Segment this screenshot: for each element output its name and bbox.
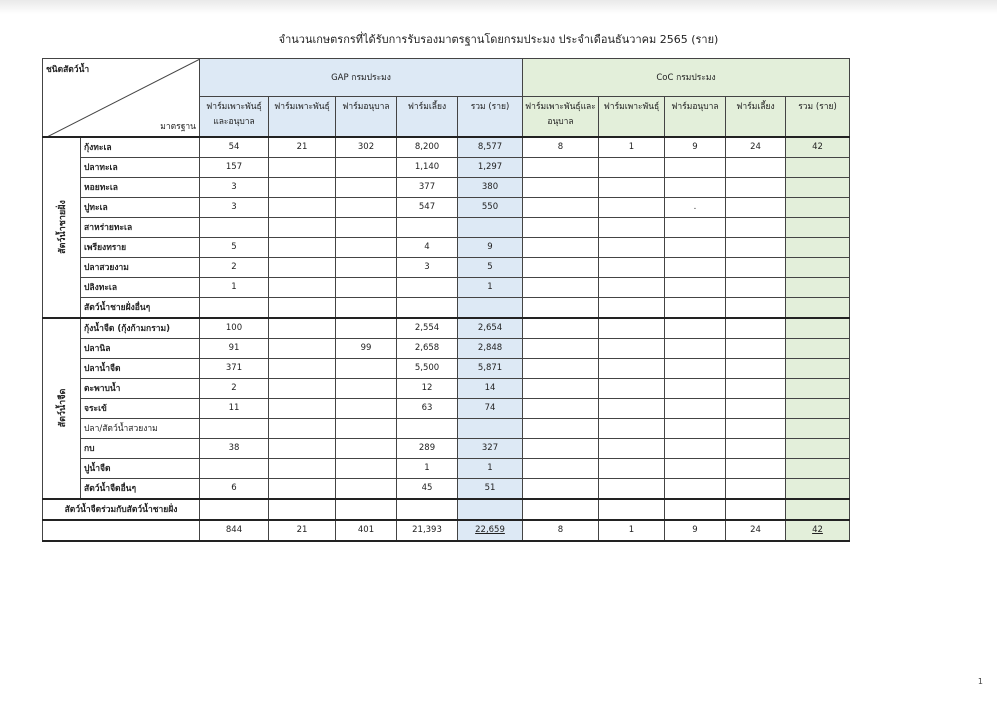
coc-value-cell: . — [665, 197, 726, 217]
coc-value-cell: 8 — [523, 520, 599, 541]
gap-total-cell: 5,871 — [458, 358, 523, 378]
coc-value-cell — [599, 277, 665, 297]
coc-value-cell — [523, 358, 599, 378]
gap-value-cell: 91 — [200, 338, 269, 358]
gap-value-cell — [269, 398, 336, 418]
coc-value-cell — [523, 157, 599, 177]
gap-value-cell: 377 — [397, 177, 458, 197]
combined-row-label: สัตว์น้ำจืดร่วมกับสัตว์น้ำชายฝั่ง — [43, 499, 200, 520]
species-name: ปลานิล — [81, 338, 200, 358]
gap-value-cell — [336, 418, 397, 438]
gap-value-cell — [269, 378, 336, 398]
gap-value-cell — [336, 378, 397, 398]
coc-value-cell: 24 — [726, 137, 786, 158]
gap-value-cell — [336, 318, 397, 339]
table-row — [43, 177, 850, 197]
gap-value-cell: 11 — [200, 398, 269, 418]
gap-value-cell — [336, 499, 397, 520]
gap-total-cell: 51 — [458, 478, 523, 499]
species-name: กบ — [81, 438, 200, 458]
gap-value-cell: 3 — [200, 197, 269, 217]
gap-total-cell: 8,577 — [458, 137, 523, 158]
coc-value-cell — [599, 318, 665, 339]
gap-value-cell: 844 — [200, 520, 269, 541]
coc-value-cell — [726, 197, 786, 217]
gap-total-cell: 1,297 — [458, 157, 523, 177]
header-corner-cell — [43, 59, 200, 137]
gap-value-cell — [269, 197, 336, 217]
gap-value-cell — [269, 297, 336, 318]
gap-value-cell — [336, 297, 397, 318]
coc-value-cell — [599, 217, 665, 237]
species-name: ปลาสวยงาม — [81, 257, 200, 277]
species-name: ตะพาบน้ำ — [81, 378, 200, 398]
gap-value-cell: 21 — [269, 137, 336, 158]
coc-value-cell — [726, 378, 786, 398]
coc-value-cell — [523, 478, 599, 499]
coc-value-cell — [726, 318, 786, 339]
gap-column-header: ฟาร์มเพาะพันธุ์ — [269, 97, 336, 137]
viewer-top-bar — [0, 0, 997, 14]
coc-value-cell — [599, 197, 665, 217]
coc-value-cell — [665, 157, 726, 177]
coc-total-cell — [786, 217, 850, 237]
gap-total-cell: 5 — [458, 257, 523, 277]
coc-total-cell — [786, 157, 850, 177]
species-name: กุ้งทะเล — [81, 137, 200, 158]
coc-total-cell — [786, 318, 850, 339]
gap-value-cell: 54 — [200, 137, 269, 158]
coc-total-cell — [786, 358, 850, 378]
gap-column-header: ฟาร์มเพาะพันธุ์และอนุบาล — [200, 97, 269, 137]
coc-value-cell — [726, 217, 786, 237]
gap-column-header: ฟาร์มอนุบาล — [336, 97, 397, 137]
species-name: ปลาทะเล — [81, 157, 200, 177]
gap-value-cell: 100 — [200, 318, 269, 339]
coc-value-cell — [726, 398, 786, 418]
gap-value-cell — [397, 277, 458, 297]
coc-value-cell: 1 — [599, 137, 665, 158]
gap-value-cell — [269, 358, 336, 378]
coc-value-cell — [665, 297, 726, 318]
coc-value-cell — [523, 398, 599, 418]
coc-value-cell — [665, 499, 726, 520]
coc-total-cell — [786, 257, 850, 277]
gap-value-cell — [200, 217, 269, 237]
gap-value-cell: 21 — [269, 520, 336, 541]
table-row — [43, 197, 850, 217]
coc-value-cell — [726, 458, 786, 478]
coc-total-cell: 42 — [786, 137, 850, 158]
coc-column-header: รวม (ราย) — [786, 97, 850, 137]
coc-value-cell — [665, 418, 726, 438]
gap-total-cell: 550 — [458, 197, 523, 217]
species-name: สัตว์น้ำชายฝั่งอื่นๆ — [81, 297, 200, 318]
gap-value-cell: 289 — [397, 438, 458, 458]
coc-value-cell — [665, 378, 726, 398]
gap-value-cell: 547 — [397, 197, 458, 217]
gap-value-cell — [269, 338, 336, 358]
coc-value-cell — [599, 438, 665, 458]
gap-value-cell: 1 — [200, 277, 269, 297]
table-row — [43, 458, 850, 478]
species-name: ปูน้ำจืด — [81, 458, 200, 478]
gap-value-cell — [269, 499, 336, 520]
gap-value-cell — [200, 297, 269, 318]
gap-group-header: GAP กรมประมง — [200, 59, 523, 97]
gap-value-cell: 4 — [397, 237, 458, 257]
coc-value-cell — [599, 358, 665, 378]
gap-value-cell: 45 — [397, 478, 458, 499]
gap-value-cell — [397, 418, 458, 438]
gap-total-cell: 14 — [458, 378, 523, 398]
coc-total-cell — [786, 458, 850, 478]
gap-value-cell: 302 — [336, 137, 397, 158]
table-row — [43, 418, 850, 438]
gap-total-cell: 1 — [458, 277, 523, 297]
gap-value-cell — [336, 257, 397, 277]
coc-value-cell — [665, 177, 726, 197]
table-row — [43, 257, 850, 277]
coc-value-cell — [523, 318, 599, 339]
coc-total-cell — [786, 277, 850, 297]
table-row — [43, 338, 850, 358]
coc-value-cell — [599, 478, 665, 499]
coc-value-cell — [726, 257, 786, 277]
gap-value-cell: 6 — [200, 478, 269, 499]
corner-bottom-label: มาตรฐาน — [160, 121, 196, 132]
gap-total-cell: 1 — [458, 458, 523, 478]
total-row-label — [43, 520, 200, 541]
coc-value-cell — [726, 358, 786, 378]
coc-value-cell — [726, 297, 786, 318]
coc-value-cell — [599, 157, 665, 177]
gap-value-cell: 1 — [397, 458, 458, 478]
gap-value-cell — [269, 257, 336, 277]
gap-value-cell: 12 — [397, 378, 458, 398]
species-name: กุ้งน้ำจืด (กุ้งก้ามกราม) — [81, 318, 200, 339]
coc-value-cell — [523, 418, 599, 438]
coc-value-cell — [523, 297, 599, 318]
gap-value-cell: 401 — [336, 520, 397, 541]
gap-value-cell: 8,200 — [397, 137, 458, 158]
gap-value-cell — [269, 458, 336, 478]
coc-value-cell — [665, 318, 726, 339]
coc-value-cell — [599, 378, 665, 398]
gap-total-cell — [458, 499, 523, 520]
coc-total-cell — [786, 398, 850, 418]
coc-value-cell — [599, 297, 665, 318]
gap-total-cell: 2,654 — [458, 318, 523, 339]
coc-value-cell — [665, 398, 726, 418]
gap-value-cell — [336, 237, 397, 257]
coc-value-cell — [523, 378, 599, 398]
gap-value-cell — [336, 398, 397, 418]
coc-value-cell — [665, 257, 726, 277]
gap-column-header: รวม (ราย) — [458, 97, 523, 137]
gap-value-cell — [336, 478, 397, 499]
gap-value-cell: 371 — [200, 358, 269, 378]
coc-column-header: ฟาร์มเพาะพันธุ์ — [599, 97, 665, 137]
coc-value-cell — [665, 358, 726, 378]
gap-value-cell: 21,393 — [397, 520, 458, 541]
coastal-group-label: สัตว์น้ำชายฝั่ง — [57, 200, 68, 254]
certification-table — [42, 58, 850, 542]
coc-group-header: CoC กรมประมง — [523, 59, 850, 97]
species-name: ปลาน้ำจืด — [81, 358, 200, 378]
coc-value-cell — [726, 418, 786, 438]
gap-value-cell: 1,140 — [397, 157, 458, 177]
coc-value-cell — [726, 338, 786, 358]
gap-value-cell — [269, 157, 336, 177]
table-row — [43, 137, 850, 158]
coc-value-cell — [523, 438, 599, 458]
coc-value-cell: 9 — [665, 137, 726, 158]
coc-value-cell — [523, 277, 599, 297]
gap-total-cell: 327 — [458, 438, 523, 458]
gap-value-cell — [269, 177, 336, 197]
species-name: ปลา/สัตว์น้ำสวยงาม — [81, 418, 200, 438]
coc-total-cell — [786, 237, 850, 257]
gap-value-cell — [336, 458, 397, 478]
gap-value-cell — [269, 418, 336, 438]
coc-value-cell: 24 — [726, 520, 786, 541]
gap-value-cell: 157 — [200, 157, 269, 177]
coc-total-cell — [786, 297, 850, 318]
table-row — [43, 237, 850, 257]
coc-value-cell — [523, 237, 599, 257]
coc-value-cell — [726, 237, 786, 257]
gap-value-cell: 2 — [200, 378, 269, 398]
table-row — [43, 297, 850, 318]
coc-total-cell — [786, 378, 850, 398]
coc-value-cell — [726, 157, 786, 177]
gap-total-cell: 9 — [458, 237, 523, 257]
gap-value-cell: 38 — [200, 438, 269, 458]
gap-value-cell: 2,554 — [397, 318, 458, 339]
species-name: เพรียงทราย — [81, 237, 200, 257]
coc-total-cell — [786, 338, 850, 358]
gap-value-cell — [336, 157, 397, 177]
gap-value-cell — [200, 418, 269, 438]
table-row — [43, 358, 850, 378]
coc-value-cell: 1 — [599, 520, 665, 541]
table-row — [43, 157, 850, 177]
freshwater-group-label: สัตว์น้ำจืด — [57, 388, 68, 428]
coastal-group-cell — [43, 137, 81, 318]
coc-value-cell — [665, 478, 726, 499]
coc-total-cell — [786, 438, 850, 458]
table-row — [43, 318, 850, 339]
species-name: หอยทะเล — [81, 177, 200, 197]
species-name: สาหร่ายทะเล — [81, 217, 200, 237]
table-row — [43, 217, 850, 237]
species-name: สัตว์น้ำจืดอื่นๆ — [81, 478, 200, 499]
coc-value-cell — [726, 277, 786, 297]
gap-value-cell — [269, 438, 336, 458]
gap-total-cell — [458, 418, 523, 438]
document-title: จำนวนเกษตรกรที่ได้รับการรับรองมาตรฐานโดยกรมประมง ประจำเดือนธันวาคม 2565 (ราย) — [278, 33, 719, 46]
coc-total-cell — [786, 418, 850, 438]
species-name: ปูทะเล — [81, 197, 200, 217]
gap-value-cell — [269, 478, 336, 499]
gap-value-cell — [336, 197, 397, 217]
gap-value-cell — [269, 217, 336, 237]
gap-value-cell — [269, 237, 336, 257]
gap-value-cell — [269, 318, 336, 339]
gap-value-cell: 63 — [397, 398, 458, 418]
species-name: จระเข้ — [81, 398, 200, 418]
gap-value-cell: 2 — [200, 257, 269, 277]
coc-total-cell: 42 — [786, 520, 850, 541]
coc-value-cell — [665, 458, 726, 478]
coc-value-cell — [665, 277, 726, 297]
coc-total-cell — [786, 197, 850, 217]
coc-value-cell — [599, 177, 665, 197]
coc-value-cell — [726, 478, 786, 499]
coc-value-cell — [523, 458, 599, 478]
table-row — [43, 478, 850, 499]
coc-value-cell — [665, 438, 726, 458]
coc-total-cell — [786, 499, 850, 520]
gap-value-cell — [336, 358, 397, 378]
gap-column-header: ฟาร์มเลี้ยง — [397, 97, 458, 137]
combined-row — [43, 499, 850, 520]
coc-value-cell — [599, 338, 665, 358]
gap-total-cell: 2,848 — [458, 338, 523, 358]
coc-total-cell — [786, 478, 850, 499]
coc-value-cell — [726, 499, 786, 520]
coc-value-cell — [523, 257, 599, 277]
coc-value-cell: 8 — [523, 137, 599, 158]
gap-total-cell: 380 — [458, 177, 523, 197]
gap-total-cell — [458, 217, 523, 237]
coc-value-cell — [599, 458, 665, 478]
coc-value-cell — [665, 338, 726, 358]
gap-value-cell — [200, 499, 269, 520]
coc-value-cell — [726, 438, 786, 458]
gap-total-cell — [458, 297, 523, 318]
gap-value-cell — [397, 297, 458, 318]
coc-total-cell — [786, 177, 850, 197]
coc-value-cell — [523, 338, 599, 358]
gap-total-cell: 22,659 — [458, 520, 523, 541]
gap-value-cell — [269, 277, 336, 297]
coc-value-cell — [599, 237, 665, 257]
gap-value-cell: 99 — [336, 338, 397, 358]
coc-column-header: ฟาร์มอนุบาล — [665, 97, 726, 137]
freshwater-group-cell — [43, 318, 81, 499]
coc-value-cell — [523, 177, 599, 197]
coc-value-cell — [599, 257, 665, 277]
gap-value-cell: 5 — [200, 237, 269, 257]
corner-top-label: ชนิดสัตว์น้ำ — [46, 65, 90, 75]
gap-value-cell — [336, 438, 397, 458]
gap-value-cell — [336, 277, 397, 297]
coc-column-header: ฟาร์มเลี้ยง — [726, 97, 786, 137]
coc-value-cell — [726, 177, 786, 197]
species-name: ปลิงทะเล — [81, 277, 200, 297]
table-row — [43, 378, 850, 398]
gap-value-cell: 2,658 — [397, 338, 458, 358]
gap-total-cell: 74 — [458, 398, 523, 418]
table-row — [43, 398, 850, 418]
gap-value-cell — [336, 217, 397, 237]
coc-value-cell — [599, 499, 665, 520]
coc-value-cell — [523, 499, 599, 520]
table-row — [43, 277, 850, 297]
gap-value-cell — [336, 177, 397, 197]
gap-value-cell — [397, 499, 458, 520]
page-number: 1 — [977, 677, 983, 686]
coc-value-cell: 9 — [665, 520, 726, 541]
coc-value-cell — [599, 418, 665, 438]
total-row — [43, 520, 850, 541]
gap-value-cell — [397, 217, 458, 237]
coc-value-cell — [523, 197, 599, 217]
gap-value-cell: 5,500 — [397, 358, 458, 378]
coc-value-cell — [665, 217, 726, 237]
gap-value-cell: 3 — [200, 177, 269, 197]
coc-value-cell — [599, 398, 665, 418]
gap-value-cell — [200, 458, 269, 478]
coc-value-cell — [523, 217, 599, 237]
gap-value-cell: 3 — [397, 257, 458, 277]
coc-column-header: ฟาร์มเพาะพันธุ์และอนุบาล — [523, 97, 599, 137]
coc-value-cell — [665, 237, 726, 257]
table-row — [43, 438, 850, 458]
